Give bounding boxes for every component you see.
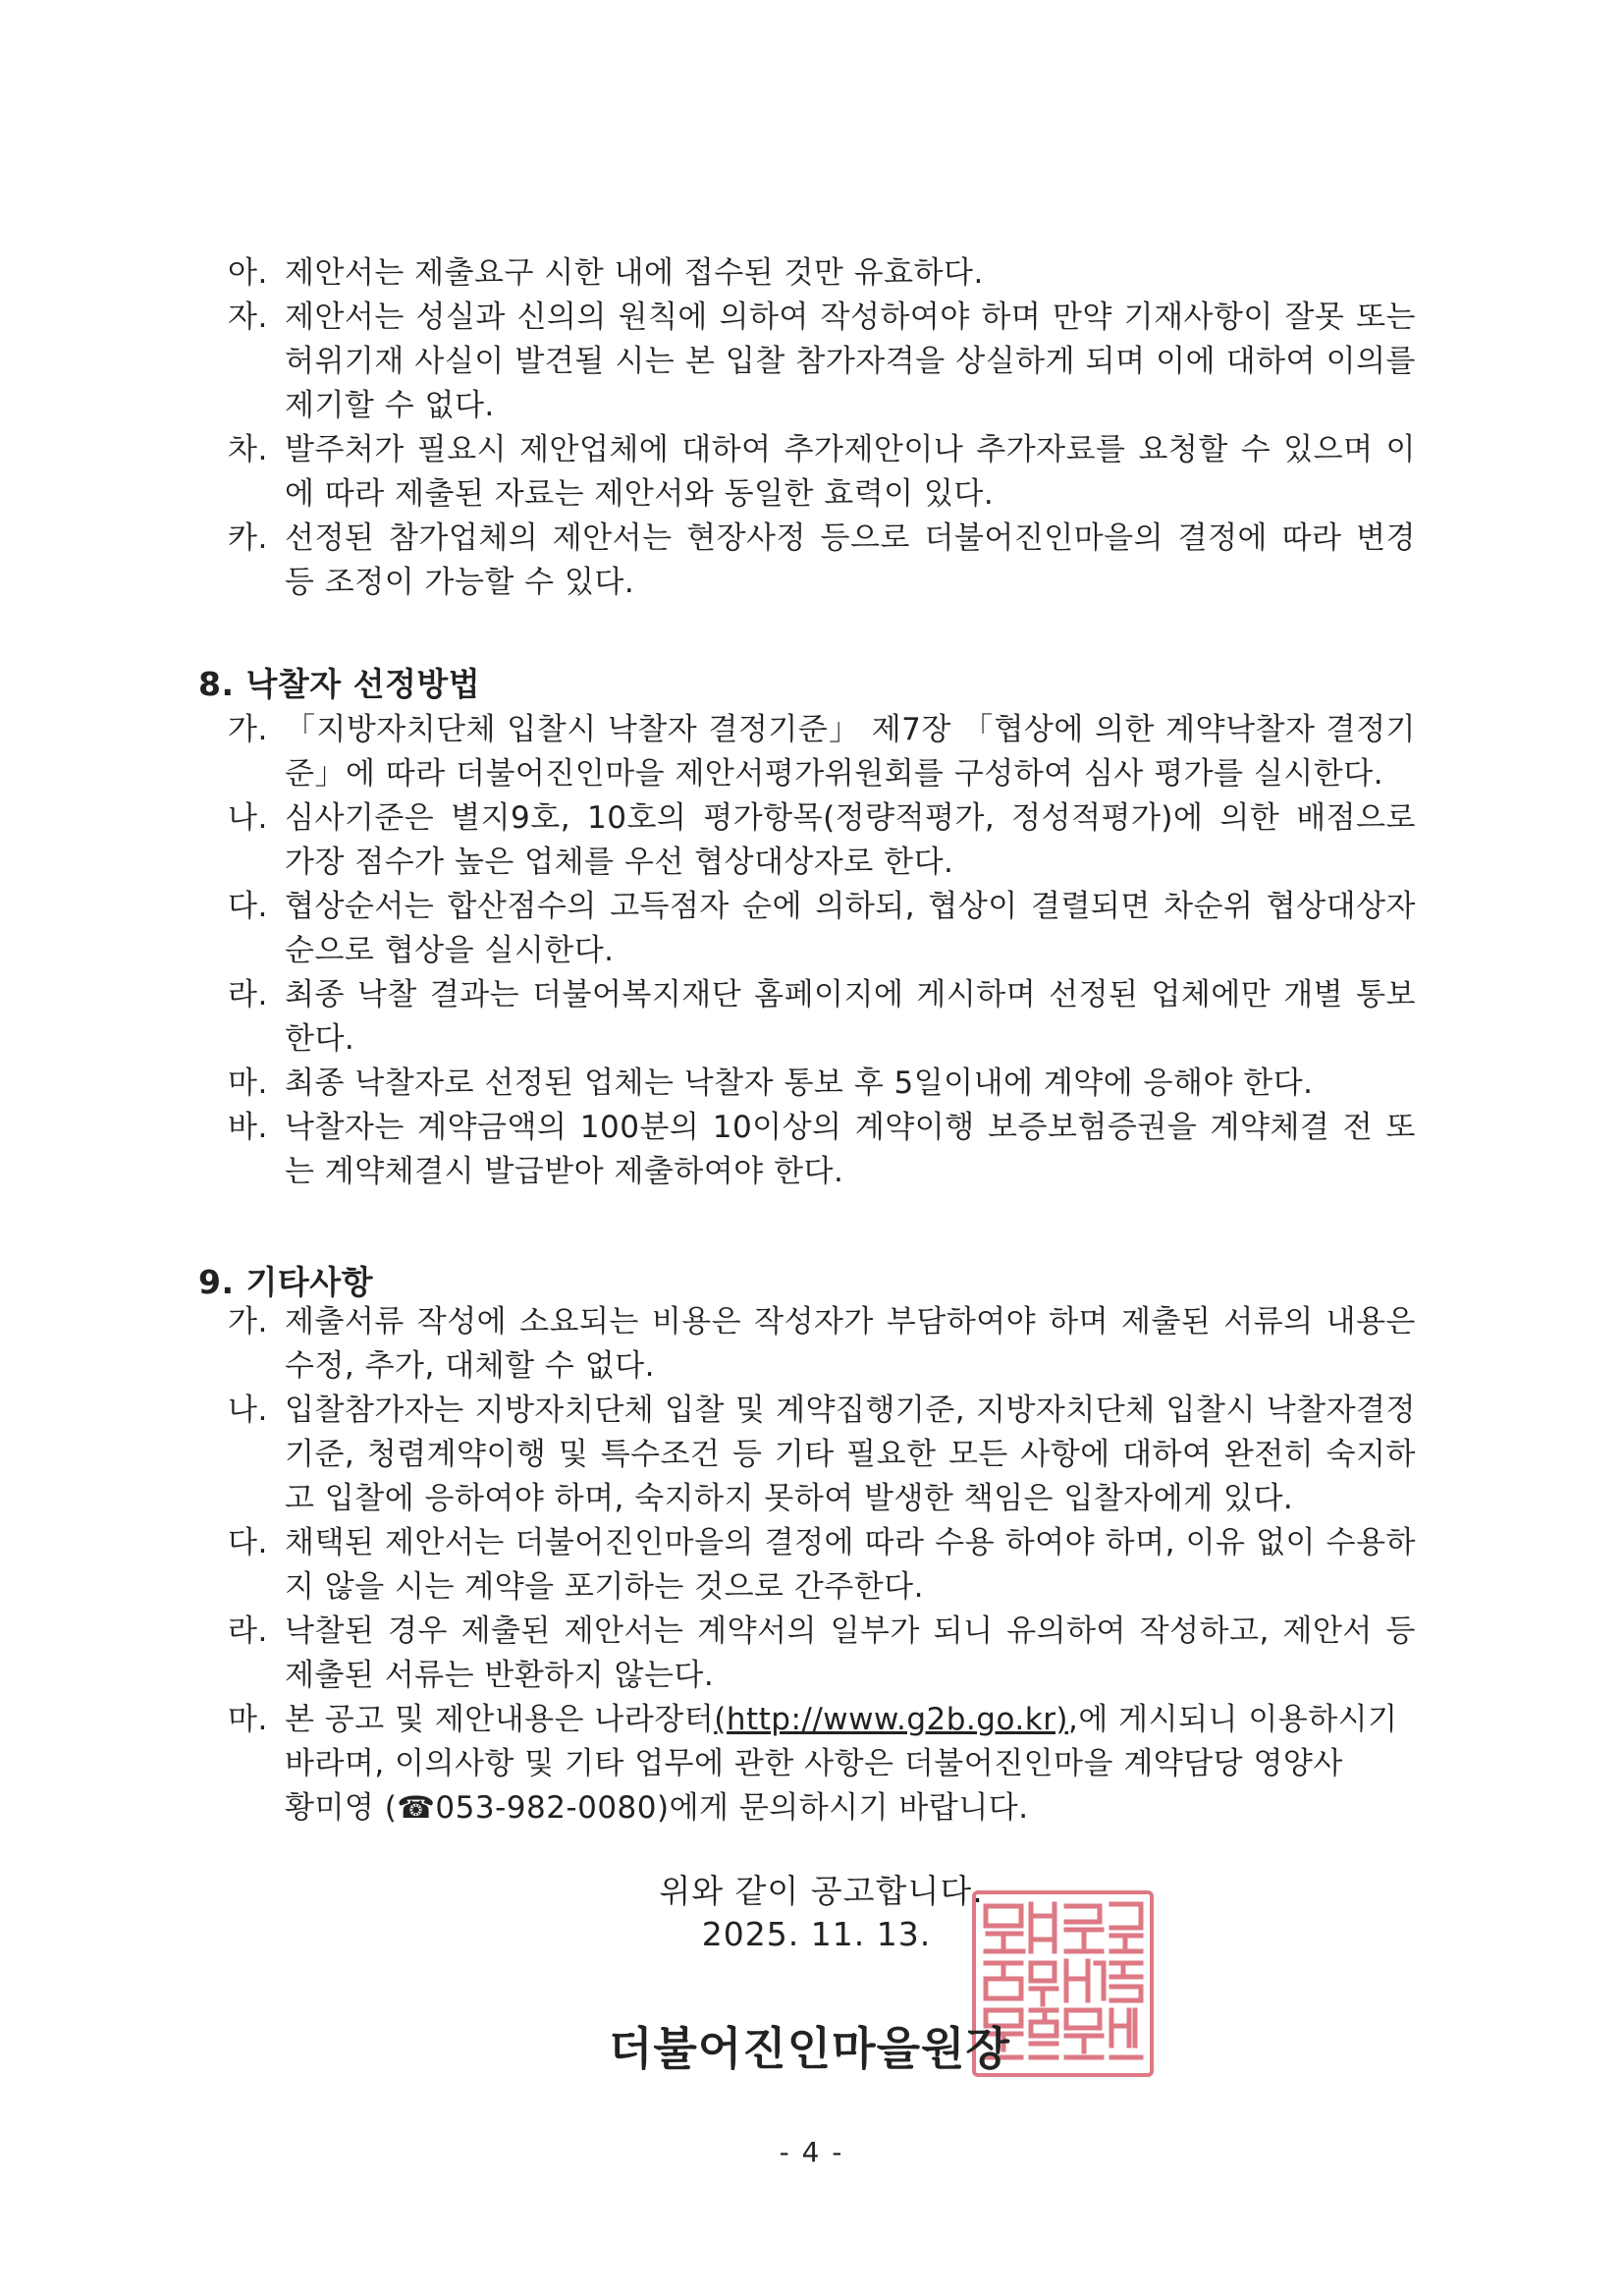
list-item <box>228 1389 1416 1521</box>
item-text: 본 공고 및 제안내용은 나라장터 <box>285 1702 715 1737</box>
list-item <box>228 428 1416 517</box>
list-item <box>228 1521 1416 1610</box>
item-text: 선정된 참가업체의 제안서는 현장사정 등으로 더불어진인마을의 결정에 따라 변경 등 조정이 가능할 수 있다. <box>285 520 1416 600</box>
section-9-heading: 9. 기타사항 <box>198 1263 373 1301</box>
item-marker: 다. <box>228 889 268 924</box>
list-item <box>228 1698 1416 1831</box>
item-text: 최종 낙찰 결과는 더불어복지재단 홈페이지에 게시하며 선정된 업체에만 개별 통보한다. <box>285 977 1416 1057</box>
closing-date: 2025. 11. 13. <box>701 1915 932 1953</box>
list-item <box>228 973 1416 1062</box>
item-marker: 차. <box>228 432 268 467</box>
item-marker: 나. <box>228 1393 268 1428</box>
list-item <box>228 517 1416 605</box>
list-item <box>228 885 1416 973</box>
item-text: 입찰참가자는 지방자치단체 입찰 및 계약집행기준, 지방자치단체 입찰시 낙찰자결정 기준, 청렴계약이행 및 특수조건 등 기타 필요한 모든 사항에 대하여 완전히 숙지하고 입찰에 응하여야 하며, 숙지하지 못하여 발생한 책임은 입찰자에게 있다. <box>285 1393 1416 1516</box>
item-marker: 라. <box>228 977 268 1012</box>
list-item <box>228 296 1416 428</box>
item-text: 「지방자치단체 입찰시 낙찰자 결정기준」 제7장 「협상에 의한 계약낙찰자 결정기준」에 따라 더불어진인마을 제안서평가위원회를 구성하여 심사 평가를 실시한다. <box>285 712 1416 792</box>
item-marker: 자. <box>228 300 268 335</box>
item-marker: 카. <box>228 520 268 556</box>
item-marker: 가. <box>228 712 268 747</box>
g2b-link[interactable]: (http://www.g2b.go.kr) <box>714 1702 1069 1737</box>
signer-name: 더불어진인마을원장 <box>609 2022 1010 2075</box>
page-number: - 4 - <box>779 2136 844 2168</box>
item-text-line <box>285 1698 1416 1742</box>
section-8-heading: 8. 낙찰자 선정방법 <box>198 665 481 703</box>
item-marker: 다. <box>228 1525 268 1560</box>
item-text: 낙찰된 경우 제출된 제안서는 계약서의 일부가 되니 유의하여 작성하고, 제안서 등 제출된 서류는 반환하지 않는다. <box>285 1613 1416 1693</box>
item-text-line: 황미영 (☎053-982-0080)에게 문의하시기 바랍니다. <box>285 1790 1029 1826</box>
item-text: 협상순서는 합산점수의 고득점자 순에 의하되, 협상이 결렬되면 차순위 협상대상자 순으로 협상을 실시한다. <box>285 889 1416 968</box>
closing-statement: 위와 같이 공고합니다. <box>659 1872 984 1910</box>
item-text: 심사기준은 별지9호, 10호의 평가항목(정량적평가, 정성적평가)에 의한 배점으로 가장 점수가 높은 업체를 우선 협상대상자로 한다. <box>285 800 1416 880</box>
item-marker: 라. <box>228 1613 268 1649</box>
item-text: ,에 게시되니 이용하시기 <box>1068 1702 1398 1737</box>
list-item <box>228 251 1416 296</box>
item-marker: 마. <box>228 1066 268 1101</box>
item-text: 최종 낙찰자로 선정된 업체는 낙찰자 통보 후 5일이내에 계약에 응해야 한다. <box>285 1066 1314 1101</box>
item-text: 제안서는 성실과 신의의 원칙에 의하여 작성하여야 하며 만약 기재사항이 잘못 또는 허위기재 사실이 발견될 시는 본 입찰 참가자격을 상실하게 되며 이에 대하여 이의를 제기할 수 없다. <box>285 300 1416 423</box>
item-text: 제출서류 작성에 소요되는 비용은 작성자가 부담하여야 하며 제출된 서류의 내용은 수정, 추가, 대체할 수 없다. <box>285 1304 1416 1384</box>
list-item <box>228 1300 1416 1389</box>
item-text-line: 바라며, 이의사항 및 기타 업무에 관한 사항은 더불어진인마을 계약담당 영양사 <box>285 1746 1343 1781</box>
list-item <box>228 1106 1416 1194</box>
item-marker: 나. <box>228 800 268 836</box>
section-8-list <box>228 708 1416 1194</box>
item-marker: 아. <box>228 255 268 291</box>
item-text: 발주처가 필요시 제안업체에 대하여 추가제안이나 추가자료를 요청할 수 있으며 이에 따라 제출된 자료는 제안서와 동일한 효력이 있다. <box>285 432 1416 512</box>
list-item <box>228 796 1416 885</box>
item-text: 제안서는 제출요구 시한 내에 접수된 것만 유효하다. <box>285 255 984 291</box>
section-9-list <box>228 1300 1416 1831</box>
section-prev-list <box>228 251 1416 605</box>
list-item <box>228 708 1416 796</box>
item-text: 채택된 제안서는 더불어진인마을의 결정에 따라 수용 하여야 하며, 이유 없이 수용하지 않을 시는 계약을 포기하는 것으로 간주한다. <box>285 1525 1416 1605</box>
item-text: 낙찰자는 계약금액의 100분의 10이상의 계약이행 보증보험증권을 계약체결 전 또는 계약체결시 발급받아 제출하여야 한다. <box>285 1110 1416 1189</box>
item-marker: 마. <box>228 1702 268 1737</box>
item-marker: 가. <box>228 1304 268 1339</box>
item-marker: 바. <box>228 1110 268 1145</box>
list-item <box>228 1610 1416 1698</box>
list-item <box>228 1062 1416 1106</box>
